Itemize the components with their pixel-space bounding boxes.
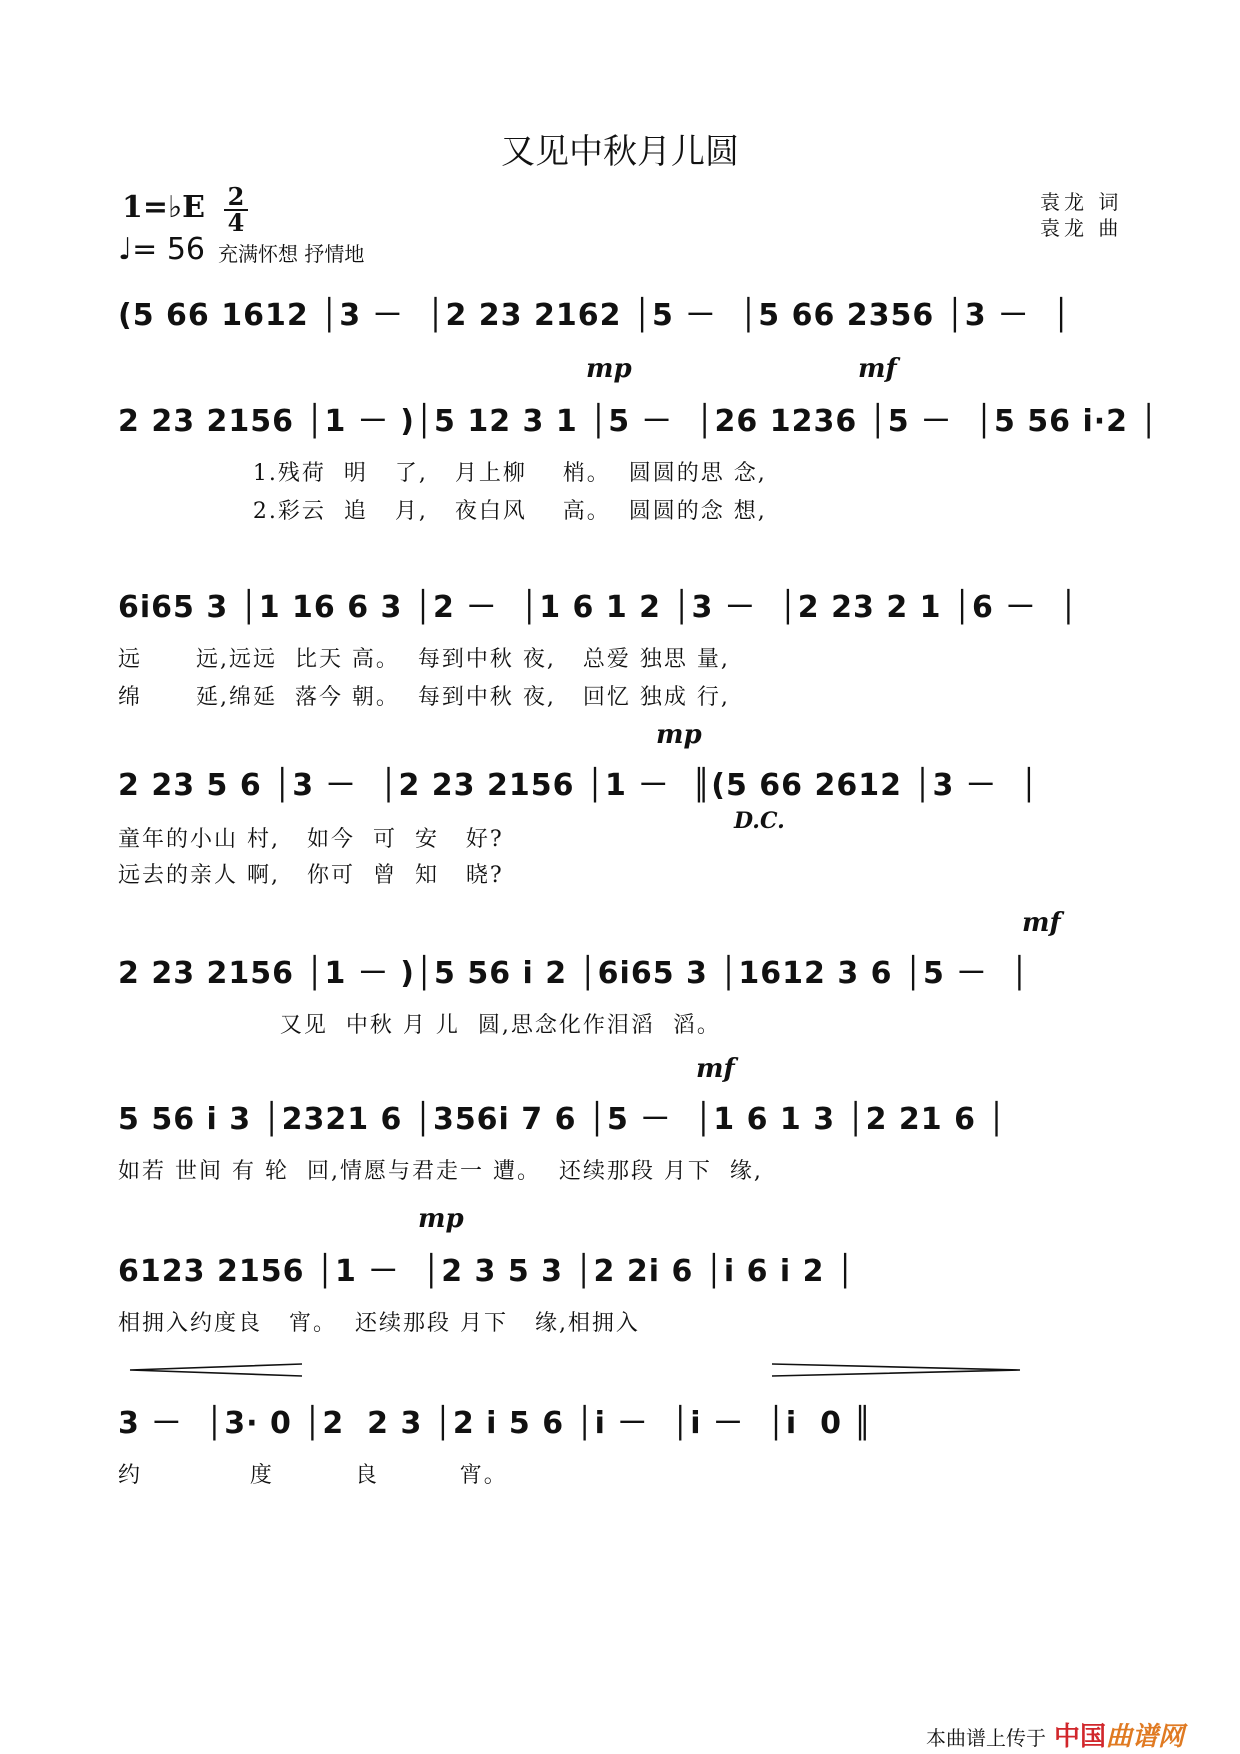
composer-credit: 袁龙 曲	[1040, 216, 1123, 240]
dynamic-mark: mf	[696, 1054, 735, 1084]
dynamic-mark: mp	[586, 354, 632, 384]
logo-part-2: 曲谱网	[1106, 1722, 1185, 1752]
lyric-line: 又见 中秋 月 儿 圆,思念化作泪滔 滔。	[118, 1013, 721, 1038]
tempo-marking: ♩= 56	[118, 232, 205, 267]
lyric-line: 相拥入约度良 宵。 还续那段 月下 缘,相拥入	[118, 1311, 640, 1336]
expression-marking: 充满怀想 抒情地	[218, 242, 365, 266]
lyric-line: 绵 延,绵延 落今 朝。 每到中秋 夜, 回忆 独成 行,	[118, 685, 730, 710]
logo-part-1: 中国	[1054, 1722, 1107, 1752]
dc-marking: D.C.	[734, 808, 785, 834]
lyric-line: 1.残荷 明 了, 月上柳 梢。 圆圆的思 念,	[118, 461, 767, 486]
dynamic-mark: mf	[858, 354, 897, 384]
time-signature-top: 2	[227, 182, 245, 211]
lyric-line: 童年的小山 村, 如今 可 安 好?	[118, 827, 504, 852]
dynamic-mark: mp	[418, 1204, 464, 1234]
dynamic-mark: mf	[1022, 908, 1061, 938]
score-line-5: 2 23 2156 │1 － )│5 56 i 2 │6i65 3 │1612 3 6 │5 － │	[118, 956, 1030, 991]
score-line-4: 2 23 5 6 │3 － │2 23 2156 │1 － ║(5 66 2612 │3 － │	[118, 768, 1039, 803]
decrescendo-hairpin	[772, 1364, 1020, 1376]
score-line-7: 6123 2156 │1 － │2 3 5 3 │2 2i 6 │i 6 i 2 │	[118, 1254, 855, 1289]
lyric-line: 2.彩云 追 月, 夜白风 高。 圆圆的念 想,	[118, 499, 767, 524]
crescendo-hairpin	[130, 1364, 302, 1376]
score-line-1: (5 66 1612 │3 － │2 23 2162 │5 － │5 66 2356 │3 － │	[118, 298, 1072, 333]
lyric-line: 远去的亲人 啊, 你可 曾 知 晓?	[118, 863, 504, 888]
time-signature-bottom: 4	[227, 208, 245, 237]
lyricist-credit: 袁龙 词	[1040, 190, 1123, 214]
score-line-2: 2 23 2156 │1 － )│5 12 3 1 │5 － │26 1236 │5 － │5 56 i·2 │	[118, 404, 1159, 439]
dynamic-mark: mp	[656, 720, 702, 750]
site-logo	[1054, 1716, 1184, 1753]
page-title: 又见中秋月儿圆	[501, 132, 739, 172]
lyric-line: 远 远,远远 比天 高。 每到中秋 夜, 总爱 独思 量,	[118, 647, 730, 672]
time-signature	[224, 182, 248, 237]
score-line-6: 5 56 i 3 │2321 6 │356i 7 6 │5 － │1 6 1 3 │2 21 6 │	[118, 1102, 1007, 1137]
score-line-8: 3 － │3· 0 │2 2 3 │2 i 5 6 │i － │i － │i 0 ║	[118, 1406, 873, 1441]
key-signature: 1=♭E	[122, 190, 206, 225]
score-line-3: 6i65 3 │1 16 6 3 │2 － │1 6 1 2 │3 － │2 23 2 1 │6 － │	[118, 590, 1079, 625]
upload-note: 本曲谱上传于	[926, 1726, 1046, 1750]
lyric-line: 如若 世间 有 轮 回,情愿与君走一 遭。 还续那段 月下 缘,	[118, 1159, 763, 1184]
lyric-line: 约 度 良 宵。	[118, 1463, 508, 1488]
hairpin-markings	[120, 1362, 1130, 1386]
